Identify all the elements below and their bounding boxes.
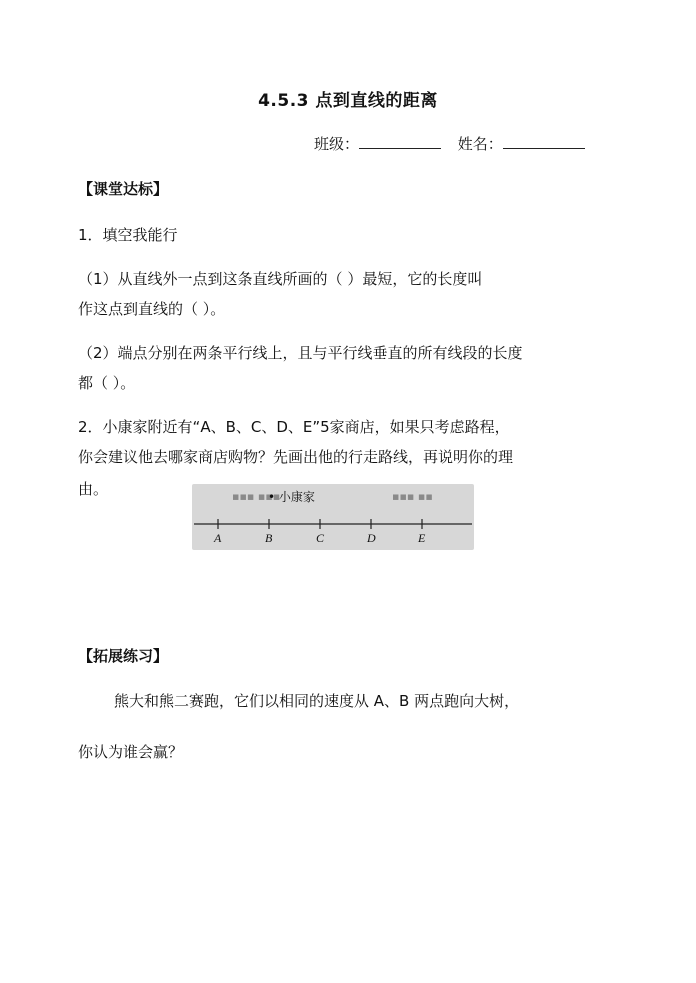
question-1-heading: 1．填空我能行 xyxy=(78,226,178,244)
page-title: 4.5.3 点到直线的距离 xyxy=(258,91,438,111)
student-info-line xyxy=(314,133,597,154)
question-1-part-1-line-1: （1）从直线外一点到这条直线所画的（ ）最短，它的长度叫 xyxy=(78,270,483,288)
point-group xyxy=(213,519,426,545)
question-2-line-3: 由。 xyxy=(78,480,109,498)
question-2-line-2: 你会建议他去哪家商店购物？先画出他的行走路线，再说明你的理 xyxy=(78,448,514,466)
point-label-a: A xyxy=(214,531,222,545)
question-2-line-1: 2．小康家附近有“A、B、C、D、E”5家商店，如果只考虑路程， xyxy=(78,418,510,436)
name-blank[interactable] xyxy=(503,134,585,149)
point-label-d: D xyxy=(367,531,376,545)
question-1-part-2-line-1: （2）端点分别在两条平行线上，且与平行线垂直的所有线段的长度 xyxy=(78,344,523,362)
question-1-part-2-line-2: 都（ ）。 xyxy=(78,374,136,392)
section-extension-heading: 【拓展练习】 xyxy=(78,647,169,665)
name-label: 姓名： xyxy=(457,135,503,153)
section-classroom-heading: 【课堂达标】 xyxy=(78,180,169,198)
extension-line-1: 熊大和熊二赛跑，它们以相同的速度从 A、B 两点跑向大树， xyxy=(114,692,520,710)
class-label: 班级： xyxy=(314,135,360,153)
faded-print-text: ▪▪▪ ▪▪▪ xyxy=(232,490,281,503)
point-label-c: C xyxy=(316,531,325,545)
class-blank[interactable] xyxy=(359,134,441,149)
shop-line-figure xyxy=(192,484,474,550)
point-label-b: B xyxy=(265,531,273,545)
extension-line-2: 你认为谁会赢？ xyxy=(78,743,184,761)
point-label-e: E xyxy=(418,531,426,545)
house-label: • 小康家 xyxy=(268,490,315,504)
question-1-part-1-line-2: 作这点到直线的（ ）。 xyxy=(78,300,226,318)
faded-print-text: ▪▪▪ ▪▪ xyxy=(392,490,433,503)
